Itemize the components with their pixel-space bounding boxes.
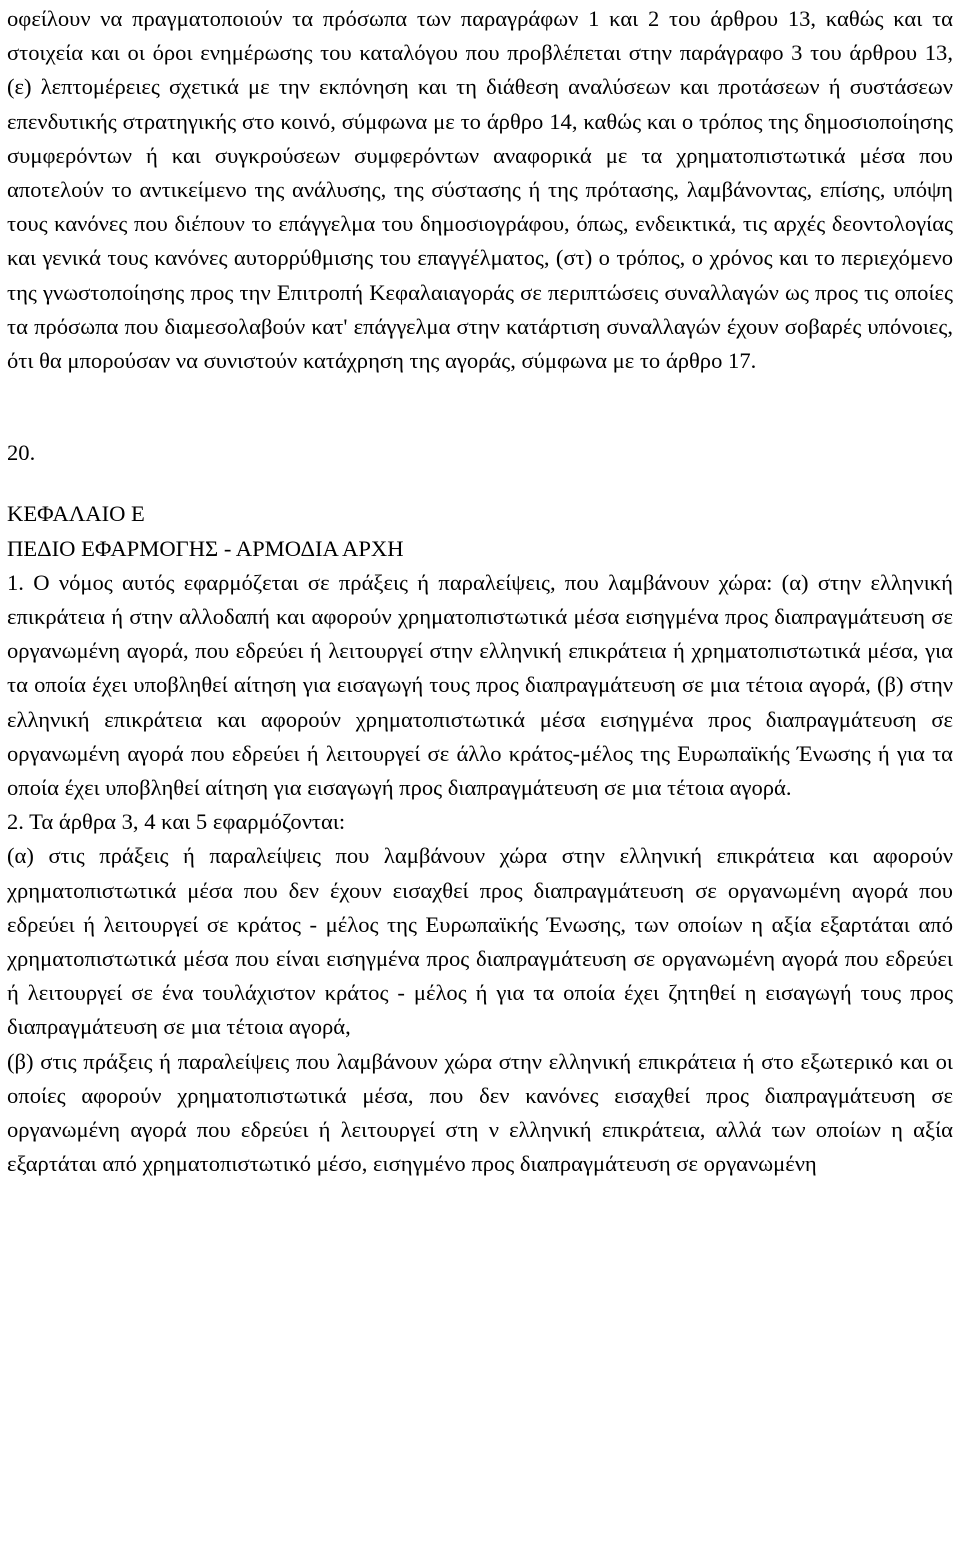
- chapter-subtitle: ΠΕΔΙΟ ΕΦΑΡΜΟΓΗΣ - ΑΡΜΟΔΙΑ ΑΡΧΗ: [7, 535, 404, 561]
- chapter-title: ΚΕΦΑΛΑΙΟ Ε: [7, 501, 145, 527]
- section-number: 20.: [7, 440, 36, 466]
- paragraph-2b: (β) στις πράξεις ή παραλείψεις που λαμβάνουν χώρα στην ελληνική επικράτεια ή στο εξωτερικό και οι οποίες αφορούν χρηματοπιστωτικά μέσα, που δεν κανόνες εισαχθεί προς διαπραγμάτευση σε οργανωμένη αγορά που εδρεύει ή λειτουργεί στη ν ελληνική επικράτεια, αλλά των οποίων η αξία εξαρτάται από χρηματοπιστωτικό μέσο, εισηγμένο προς διαπραγμάτευση σε οργανωμένη: [7, 1048, 953, 1177]
- paragraph-1: 1. Ο νόμος αυτός εφαρμόζεται σε πράξεις ή παραλείψεις, που λαμβάνουν χώρα: (α) στην ελληνική επικράτεια ή στην αλλοδαπή και αφορούν χρηματοπιστωτικά μέσα εισηγμένα προς διαπραγμάτευση σε οργανωμένη αγορά, που εδρεύει ή λειτουργεί στην ελληνική επικράτεια ή χρηματοπιστωτικά μέσα, για τα οποία έχει υποβληθεί αίτηση για εισαγωγή τους προς διαπραγμάτευση σε μια τέτοια αγορά, (β) στην ελληνική επικράτεια και αφορούν χρηματοπιστωτικά μέσα εισηγμένα προς διαπραγμάτευση σε οργανωμένη αγορά που εδρεύει ή λειτουργεί σε άλλο κράτος-μέλος της Ευρωπαϊκής Ένωσης ή για τα οποία έχει υποβληθεί αίτηση για εισαγωγή προς διαπραγμάτευση σε μια τέτοια αγορά.: [7, 569, 953, 801]
- paragraph-2-intro: 2. Τα άρθρα 3, 4 και 5 εφαρμόζονται:: [7, 809, 346, 835]
- paragraph-2a: (α) στις πράξεις ή παραλείψεις που λαμβάνουν χώρα στην ελληνική επικράτεια και αφορούν χρηματοπιστωτικά μέσα που δεν έχουν εισαχθεί προς διαπραγμάτευση σε οργανωμένη αγορά που εδρεύει ή λειτουργεί σε κράτος - μέλος της Ευρωπαϊκής Ένωσης, των οποίων η αξία εξαρτάται από χρηματοπιστωτικά μέσα που είναι εισηγμένα προς διαπραγμάτευση σε οργανωμένη αγορά που εδρεύει ή λειτουργεί σε ένα τουλάχιστον κράτος - μέλος ή για τα οποία έχει ζητηθεί η εισαγωγή τους προς διαπραγμάτευση σε μια τέτοια αγορά,: [7, 843, 953, 1040]
- continuation-paragraph: οφείλουν να πραγματοποιούν τα πρόσωπα των παραγράφων 1 και 2 του άρθρου 13, καθώς και τα στοιχεία και οι όροι ενημέρωσης του καταλόγου που προβλέπεται στην παράγραφο 3 του άρθρου 13, (ε) λεπτομέρειες σχετικά με την εκπόνηση και τη διάθεση αναλύσεων και προτάσεων ή συστάσεων επενδυτικής στρατηγικής στο κοινό, σύμφωνα με το άρθρο 14, καθώς και ο τρόπος της δημοσιοποίησης συμφερόντων ή και συγκρούσεων συμφερόντων αναφορικά με τα χρηματοπιστωτικά μέσα που αποτελούν το αντικείμενο της ανάλυσης, της σύστασης ή της πρότασης, λαμβάνοντας, επίσης, υπόψη τους κανόνες που διέπουν το επάγγελμα του δημοσιογράφου, όπως, ενδεικτικά, τις αρχές δεοντολογίας και γενικά τους κανόνες αυτορρύθμισης του επαγγέλματος, (στ) ο τρόπος, ο χρόνος και το περιεχόμενο της γνωστοποίησης προς την Επιτροπή Κεφαλαιαγοράς σε περιπτώσεις συναλλαγών ως προς τις οποίες τα πρόσωπα που διαμεσολαβούν κατ' επάγγελμα στην κατάρτιση συναλλαγών έχουν σοβαρές υπόνοιες, ότι θα μπορούσαν να συνιστούν κατάχρηση της αγοράς, σύμφωνα με το άρθρο 17.: [7, 6, 953, 374]
